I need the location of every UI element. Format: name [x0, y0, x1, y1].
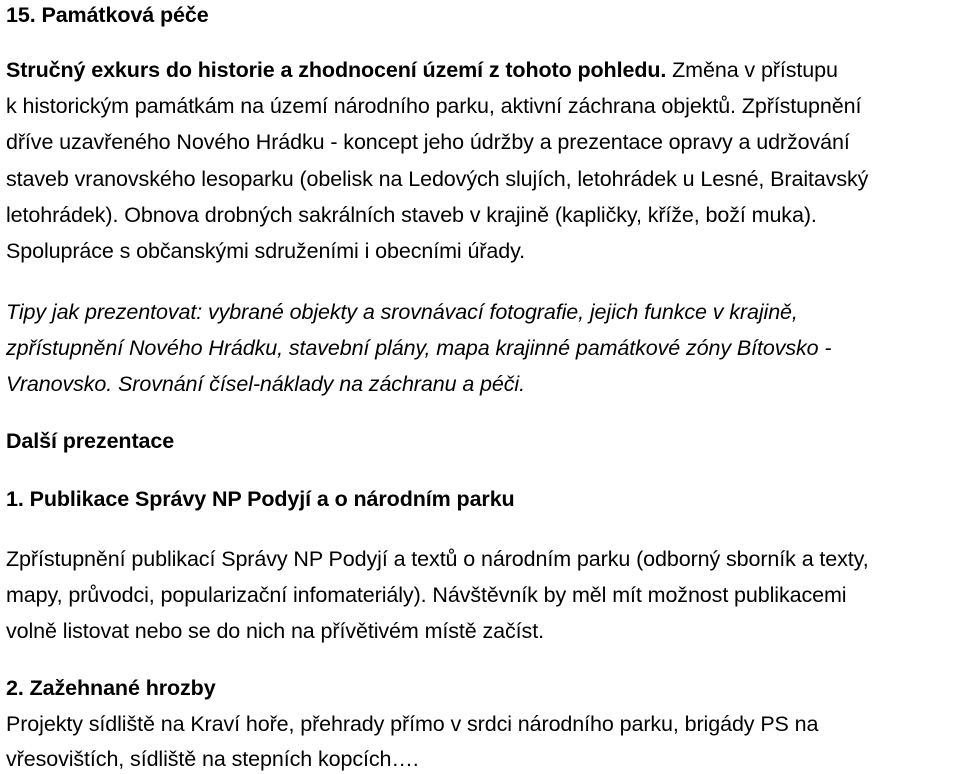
tips-line-1: Tipy jak prezentovat: vybrané objekty a srovnávací fotografie, jejich funkce v krajině, [6, 300, 798, 324]
further-heading: Další prezentace [6, 429, 175, 453]
intro-line-6: Spolupráce s občanskými sdruženími i obecními úřady. [6, 239, 525, 263]
item1-line-1: Zpřístupnění publikací Správy NP Podyjí a textů o národním parku (odborný sborník a texty, [6, 547, 869, 571]
tips-line-3: Vranovsko. Srovnání čísel-náklady na záchranu a péči. [6, 372, 525, 396]
section-title: 15. Památková péče [6, 3, 209, 27]
item1-line-3: volně listovat nebo se do nich na přívětivém místě začíst. [6, 619, 544, 643]
item1-heading: 1. Publikace Správy NP Podyjí a o národním parku [6, 487, 515, 511]
intro-line-1-rest: Změna v přístupu [666, 58, 838, 82]
intro-line-2: k historickým památkám na území národního parku, aktivní záchrana objektů. Zpřístupnění [6, 94, 862, 118]
item2-line-1: Projekty sídliště na Kraví hoře, přehrady přímo v srdci národního parku, brigády PS na [6, 712, 819, 736]
item2-line-2: vřesovištích, sídliště na stepních kopcích…. [6, 747, 419, 771]
intro-line-5: letohrádek). Obnova drobných sakrálních staveb v krajině (kapličky, kříže, boží muka). [6, 203, 817, 227]
item1-line-2: mapy, průvodci, popularizační infomateriály). Návštěvník by měl mít možnost publikacemi [6, 583, 847, 607]
intro-line-3: dříve uzavřeného Nového Hrádku - koncept jeho údržby a prezentace opravy a udržování [6, 130, 850, 154]
intro-line-1 [6, 57, 838, 83]
item2-heading: 2. Zažehnané hrozby [6, 676, 216, 700]
intro-line-4: staveb vranovského lesoparku (obelisk na Ledových slujích, letohrádek u Lesné, Braitavský [6, 167, 869, 191]
intro-bold-lead: Stručný exkurs do historie a zhodnocení území z tohoto pohledu. [6, 58, 667, 82]
tips-line-2: zpřístupnění Nového Hrádku, stavební plány, mapa krajinné památkové zóny Bítovsko - [6, 336, 832, 360]
